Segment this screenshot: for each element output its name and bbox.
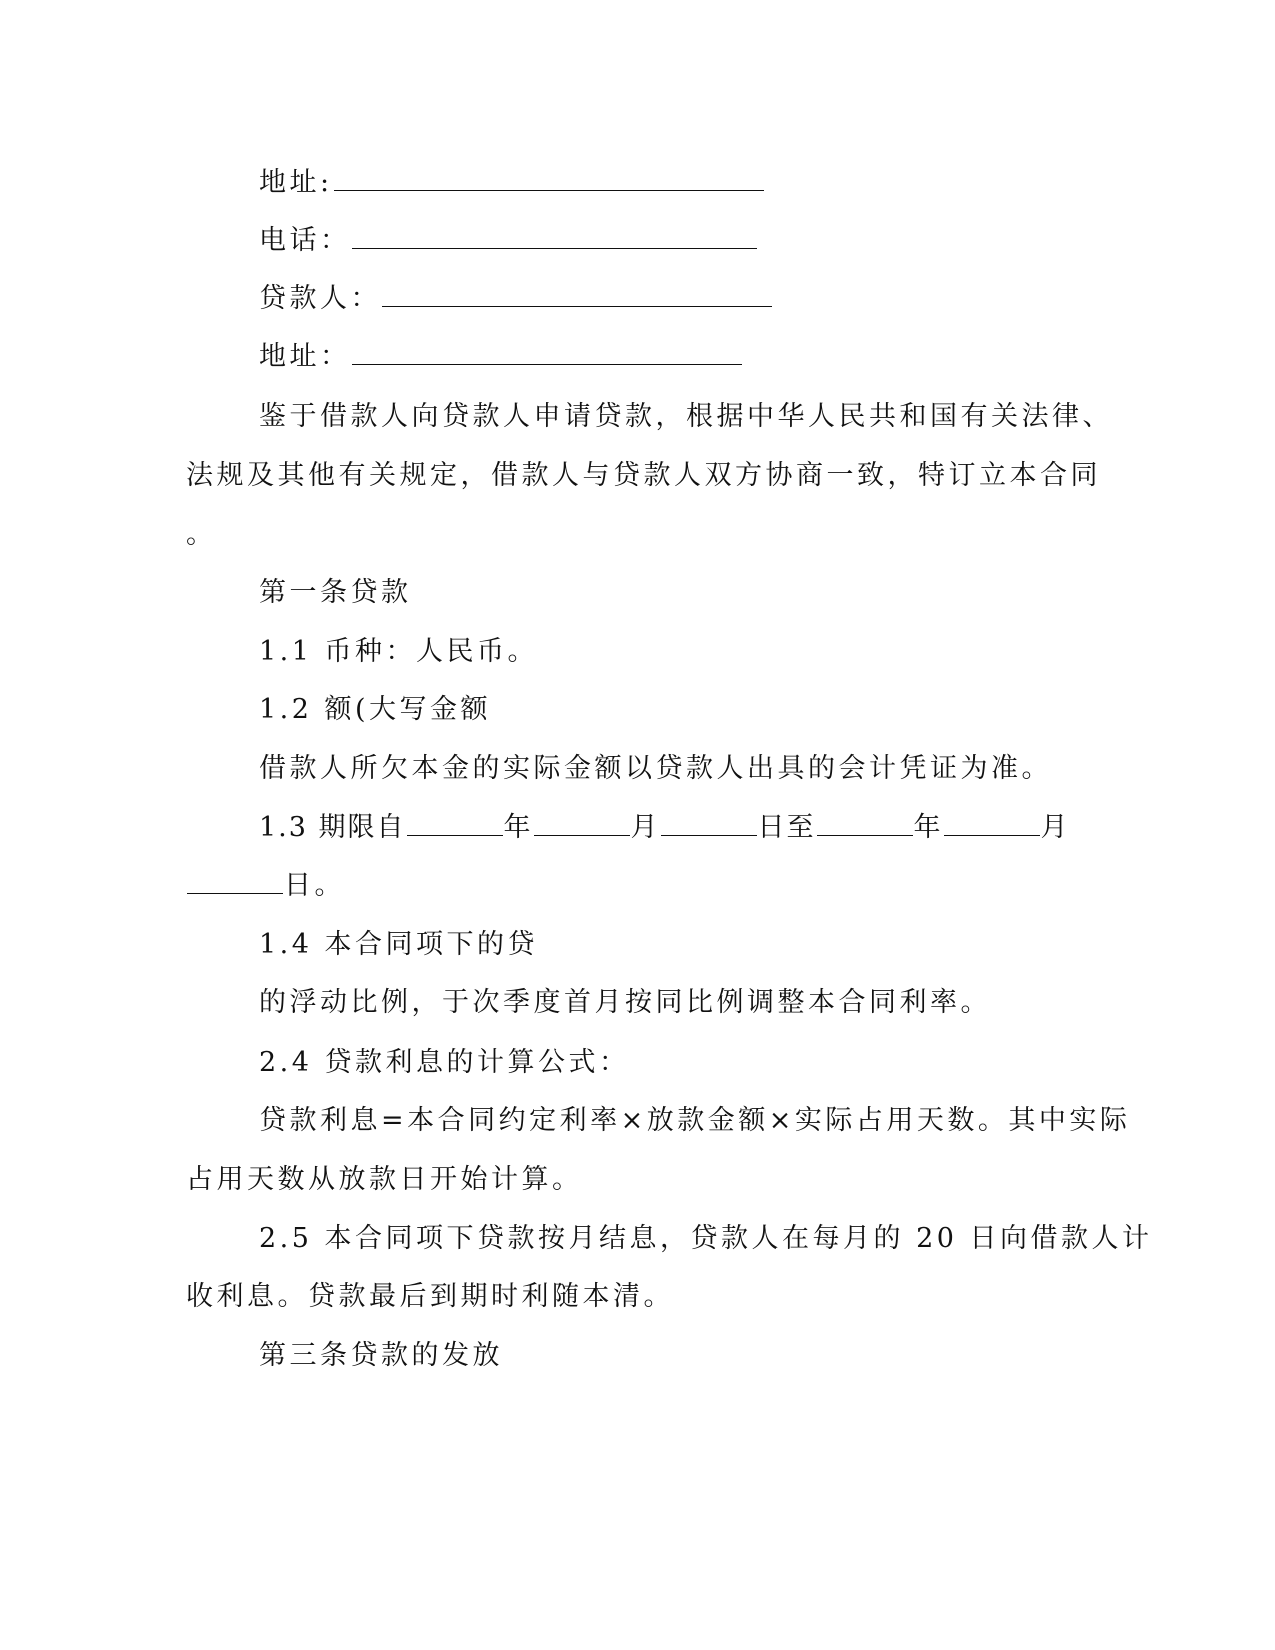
lender-address-line: [259, 337, 743, 377]
borrower-phone-blank: [352, 222, 757, 249]
lender-name-line: [259, 279, 773, 319]
formula-line-2: 占用天数从放款日开始计算。: [186, 1164, 583, 1195]
term-year-1: 年: [503, 812, 533, 843]
lender-name-blank: [382, 280, 772, 307]
preamble-line-1: 鉴于借款人向贷款人申请贷款，根据中华人民共和国有关法律、: [259, 401, 1113, 432]
item-1-1: 1.1 币种：人民币。: [259, 636, 539, 667]
formula-line-1: 贷款利息=本合同约定利率×放款金额×实际占用天数。其中实际: [259, 1105, 1131, 1136]
borrower-address-label: 地址:: [259, 167, 333, 198]
item-2-5-line-1: 2.5 本合同项下贷款按月结息，贷款人在每月的 20 日向借款人计: [259, 1223, 1153, 1254]
item-1-3-line-2: [186, 866, 345, 906]
borrower-phone-label: 电话：: [259, 225, 351, 256]
term-prefix: 1.3 期限自: [259, 812, 406, 843]
lender-label: 贷款人：: [259, 283, 381, 314]
start-month-blank: [534, 809, 630, 836]
item-1-2: 1.2 额(大写金额: [259, 694, 492, 725]
item-2-4: 2.4 贷款利息的计算公式：: [259, 1047, 630, 1078]
float-note: 的浮动比例，于次季度首月按同比例调整本合同利率。: [259, 987, 991, 1018]
principal-note: 借款人所欠本金的实际金额以贷款人出具的会计凭证为准。: [259, 753, 1052, 784]
item-1-4: 1.4 本合同项下的贷: [259, 929, 539, 960]
start-year-blank: [407, 809, 503, 836]
lender-address-blank: [352, 338, 742, 365]
end-year-blank: [817, 809, 913, 836]
term-day-end: 日。: [284, 870, 345, 901]
end-day-blank: [187, 867, 283, 894]
start-day-blank: [661, 809, 757, 836]
term-month-2: 月: [1040, 812, 1070, 843]
lender-address-label: 地址：: [259, 341, 351, 372]
borrower-address-line: [259, 163, 765, 203]
article-3-heading: 第三条贷款的发放: [259, 1340, 503, 1371]
article-1-heading: 第一条贷款: [259, 577, 412, 608]
term-month-1: 月: [630, 812, 660, 843]
borrower-phone-line: [259, 221, 758, 261]
term-year-2: 年: [913, 812, 943, 843]
term-day-to: 日至: [757, 812, 816, 843]
end-month-blank: [944, 809, 1040, 836]
preamble-line-2: 法规及其他有关规定，借款人与贷款人双方协商一致，特订立本合同: [186, 460, 1101, 491]
item-1-3-line: [259, 808, 1070, 848]
borrower-address-blank: [334, 164, 764, 191]
preamble-line-3: 。: [186, 519, 217, 550]
item-2-5-line-2: 收利息。贷款最后到期时利随本清。: [186, 1281, 674, 1312]
